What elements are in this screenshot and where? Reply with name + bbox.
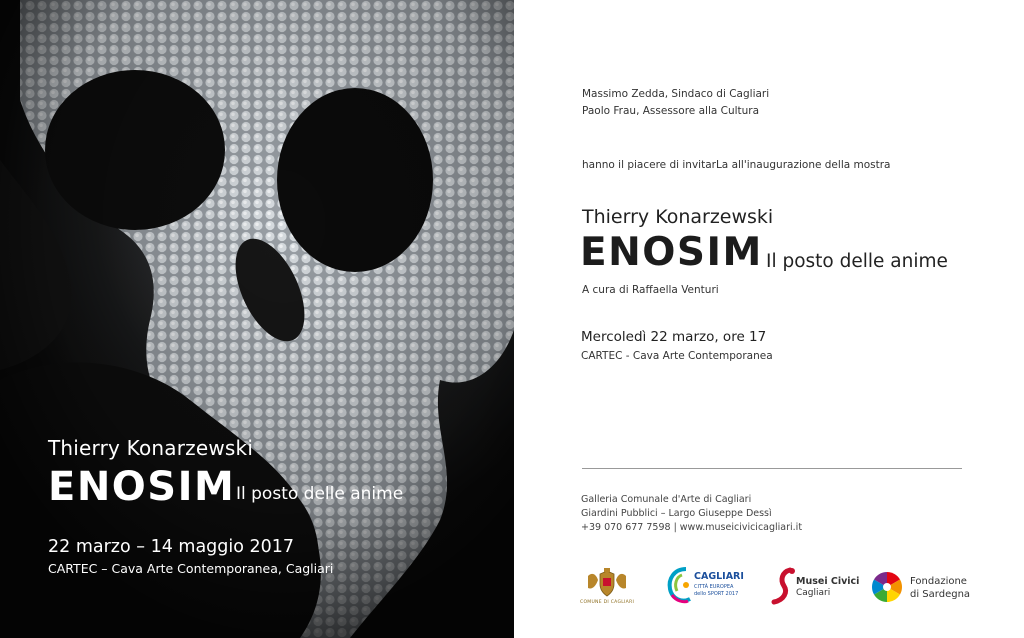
comune-cagliari-logo — [580, 568, 634, 608]
opening-date: Mercoledì 22 marzo, ore 17 — [581, 329, 767, 345]
invitation-panel — [514, 0, 1024, 638]
gallery-contact: +39 070 677 7598 | www.museicivicicagliari.it — [581, 522, 803, 533]
sport-swirl-icon — [664, 565, 694, 605]
cagliari-sport-logo — [664, 565, 746, 607]
cover-artist-name: Thierry Konarzewski — [48, 436, 254, 460]
curator-line: A cura di Raffaella Venturi — [582, 284, 719, 296]
cagliari-logo-sub1: CITTÀ EUROPEA — [694, 584, 734, 590]
cover-exhibition-dates: 22 marzo – 14 maggio 2017 — [48, 537, 295, 557]
fondazione-logo-line2: di Sardegna — [910, 589, 971, 600]
gallery-address: Giardini Pubblici – Largo Giuseppe Dessì — [581, 508, 772, 519]
musei-logo-line1: Musei Civici — [796, 576, 860, 587]
artist-name: Thierry Konarzewski — [582, 206, 774, 228]
invitation-line: hanno il piacere di invitarLa all'inaugurazione della mostra — [582, 159, 891, 171]
fondazione-wheel-icon — [870, 570, 904, 604]
fondazione-sardegna-logo — [870, 568, 971, 608]
comune-logo-text: COMUNE DI CAGLIARI — [580, 600, 635, 605]
exhibition-subtitle: Il posto delle anime — [766, 251, 948, 272]
coat-of-arms-icon — [580, 568, 634, 602]
cover-exhibition-subtitle: Il posto delle anime — [236, 484, 404, 504]
musei-civici-logo — [770, 566, 860, 608]
musei-logo-line2: Cagliari — [796, 588, 831, 598]
gallery-name: Galleria Comunale d'Arte di Cagliari — [581, 494, 752, 505]
host-mayor: Massimo Zedda, Sindaco di Cagliari — [582, 88, 770, 100]
opening-venue: CARTEC - Cava Arte Contemporanea — [581, 350, 773, 362]
cover-venue: CARTEC – Cava Arte Contemporanea, Cagliari — [48, 561, 334, 576]
cover-exhibition-title: ENOSIM — [48, 464, 236, 510]
cagliari-logo-sub2: dello SPORT 2017 — [694, 591, 739, 597]
cagliari-logo-name: CAGLIARI — [694, 571, 744, 582]
fondazione-logo-line1: Fondazione — [910, 576, 967, 587]
exhibition-title: ENOSIM — [580, 230, 763, 275]
divider — [582, 468, 962, 469]
host-assessor: Paolo Frau, Assessore alla Cultura — [582, 105, 760, 117]
